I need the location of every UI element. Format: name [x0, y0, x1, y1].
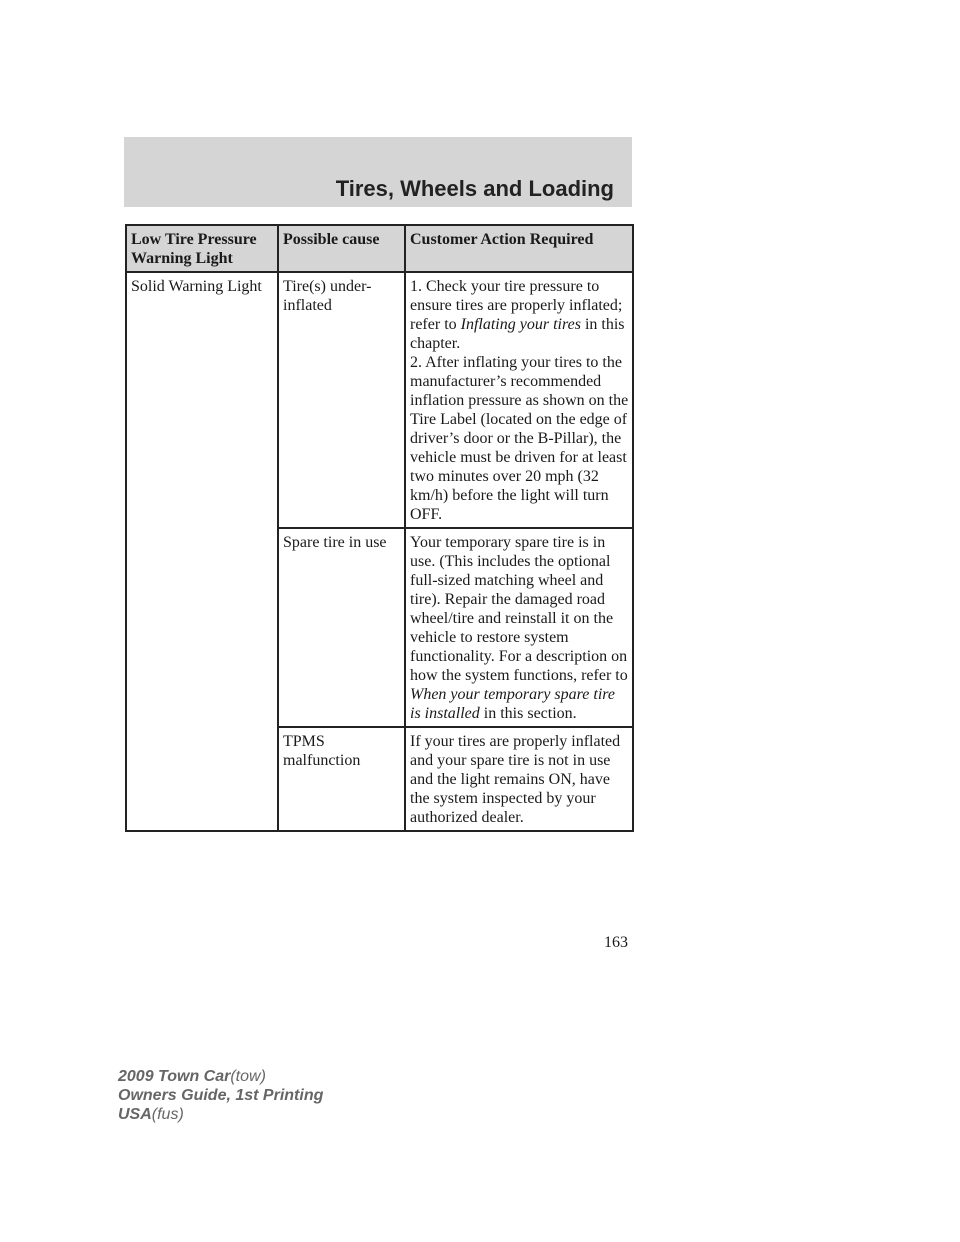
action-cell: [405, 272, 633, 528]
page-number: 163: [604, 934, 628, 951]
section-title: Tires, Wheels and Loading: [335, 176, 614, 201]
action-text: 1. Check your tire pressure to ensure tires are properly inflated; refer to: [410, 278, 623, 333]
footer-market-code: (fus): [151, 1106, 184, 1123]
header-possible-cause: Possible cause: [278, 225, 405, 272]
table-header-row: [126, 225, 633, 272]
footer-line-1: [118, 1067, 323, 1086]
cause-cell: Spare tire in use: [278, 528, 405, 727]
footer-printing: Owners Guide, 1st Printing: [118, 1087, 324, 1104]
header-customer-action: Customer Action Required: [405, 225, 633, 272]
footer-model: 2009 Town Car: [118, 1068, 231, 1085]
action-text: in this chapter.: [410, 316, 625, 352]
header-warning-light: Low Tire Pressure Warning Light: [126, 225, 278, 272]
reference-temporary-spare-tire: When your temporary spare tire is installed: [410, 686, 615, 722]
footer-line-2: [118, 1086, 323, 1105]
cause-cell: TPMS malfunction: [278, 727, 405, 831]
action-cell: [405, 528, 633, 727]
document-footer: [118, 1067, 323, 1124]
action-text: Your temporary spare tire is in use. (This includes the optional full-sized matching wheel and tire). Repair the damaged road wheel/tire and reinstall it on the vehicle to restore system functionality. For a description on how the system functions, refer to: [410, 534, 628, 684]
action-step-1: [410, 277, 629, 353]
footer-market: USA: [118, 1106, 152, 1123]
cause-cell: Tire(s) under-inflated: [278, 272, 405, 528]
footer-model-code: (tow): [230, 1068, 266, 1085]
action-cell: If your tires are properly inflated and your spare tire is not in use and the light remains ON, have the system inspected by your authorized dealer.: [405, 727, 633, 831]
table-row: [126, 272, 633, 528]
tpms-warning-table: [125, 224, 634, 832]
reference-inflating-your-tires: Inflating your tires: [460, 316, 581, 333]
row-label-solid-warning-light: Solid Warning Light: [126, 272, 278, 831]
footer-line-3: [118, 1105, 323, 1124]
header-band: [124, 137, 632, 207]
action-step-2: 2. After inflating your tires to the manufacturer’s recommended inflation pressure as shown on the Tire Label (located on the edge of driver’s door or the B-Pillar), the vehicle must be driven for at least two minutes over 20 mph (32 km/h) before the light will turn OFF.: [410, 354, 629, 523]
action-text: in this section.: [479, 705, 577, 722]
